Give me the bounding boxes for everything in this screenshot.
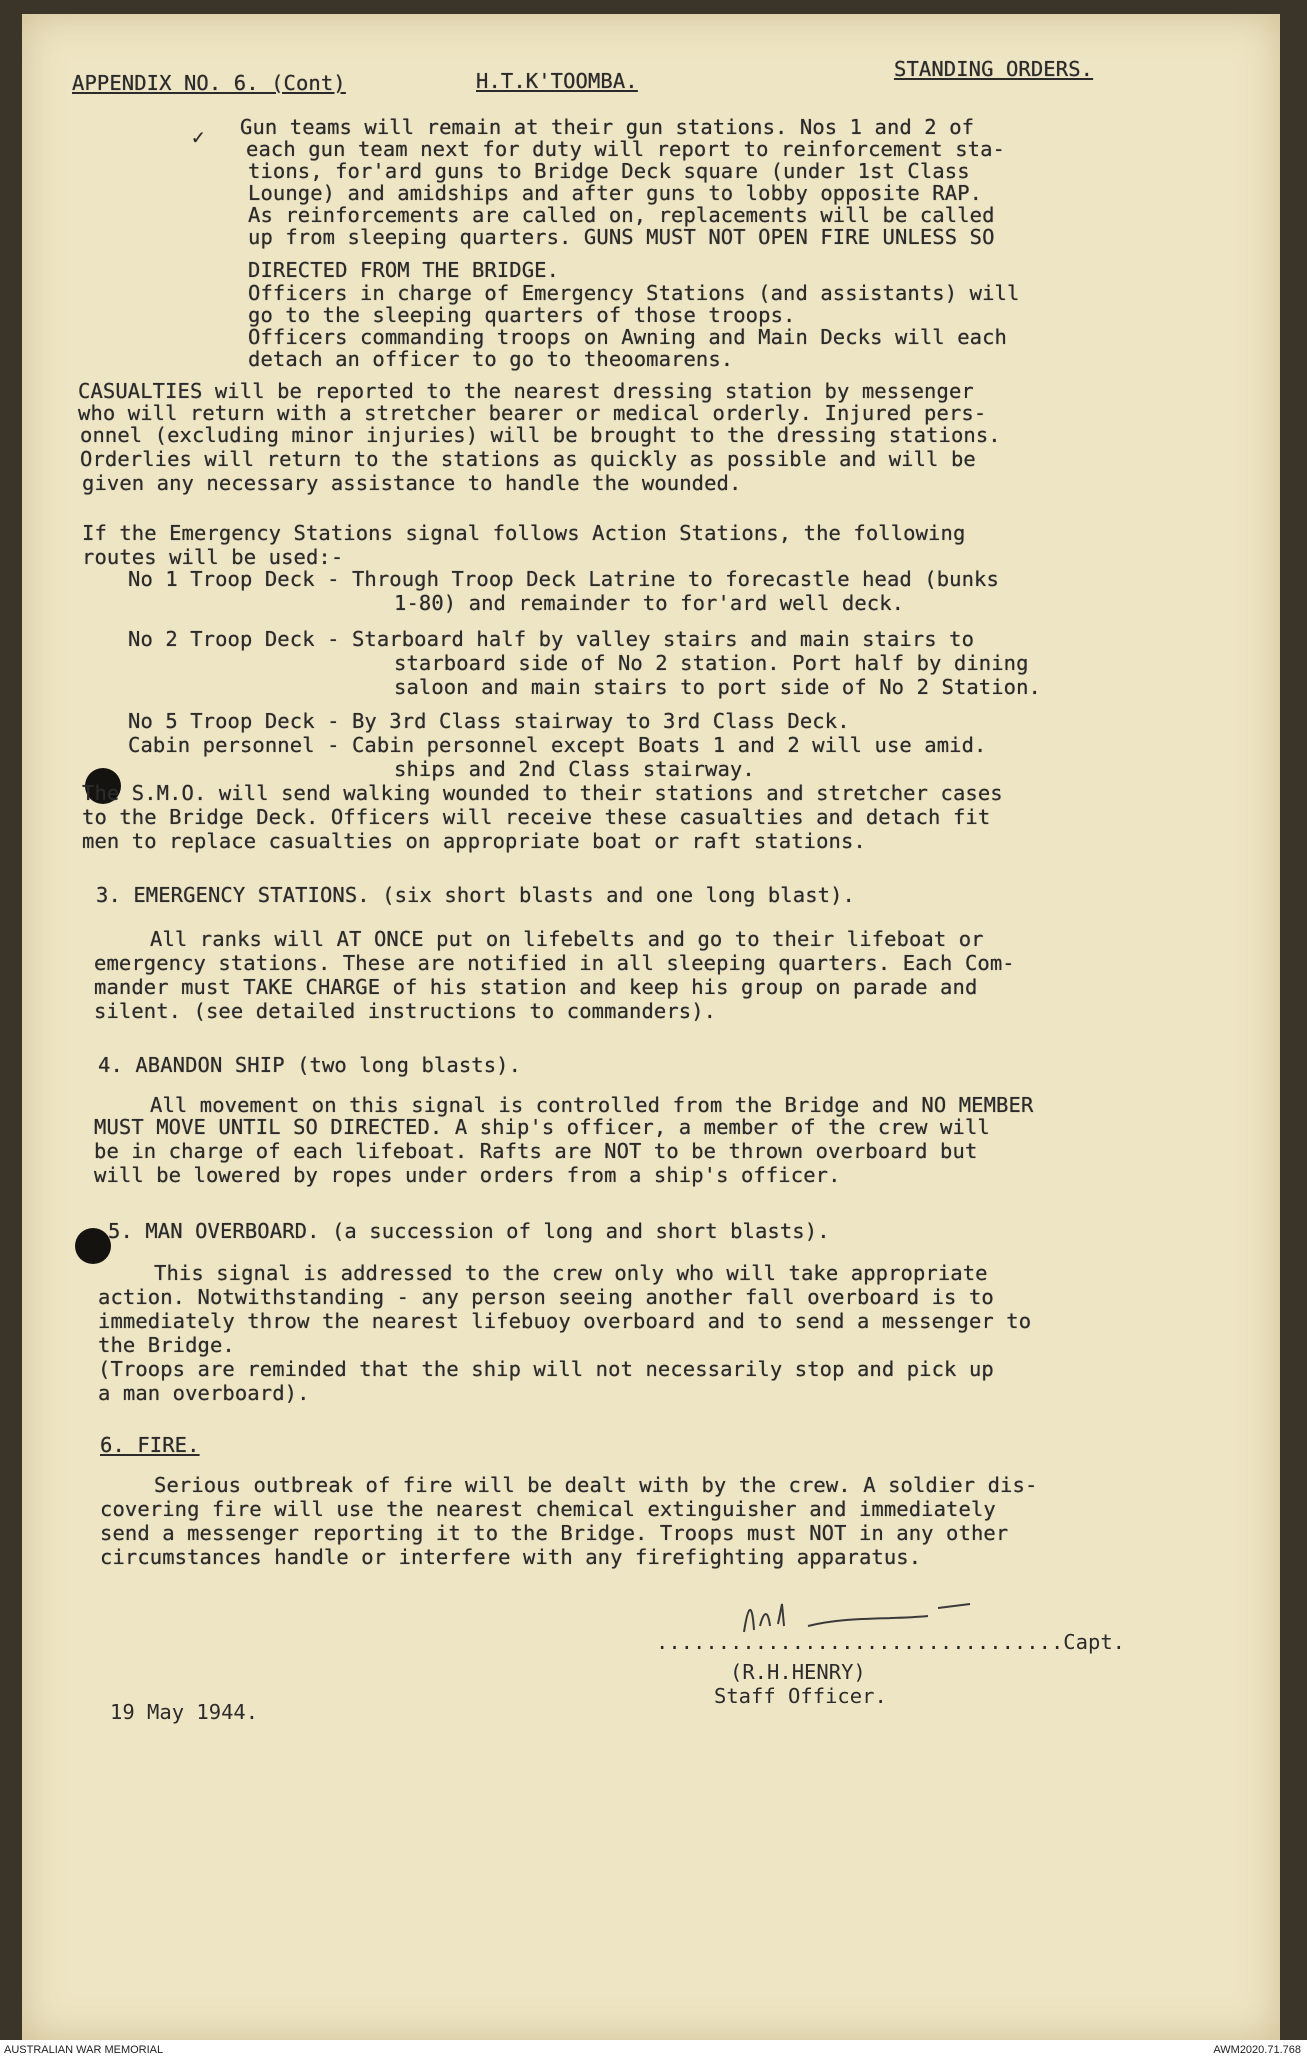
- text-line: circumstances handle or interfere with any firefighting apparatus.: [100, 1545, 922, 1569]
- text-line: the Bridge.: [98, 1333, 235, 1357]
- text-line: silent. (see detailed instructions to commanders).: [94, 999, 717, 1023]
- appendix-label: APPENDIX NO. 6. (Cont): [72, 71, 346, 95]
- text-line: starboard side of No 2 station. Port half by dining: [394, 651, 1029, 675]
- text-line: detach an officer to go to theoomarens.: [248, 347, 734, 371]
- text-line: Lounge) and amidships and after guns to lobby opposite RAP.: [248, 181, 983, 205]
- text-line: up from sleeping quarters. GUNS MUST NOT OPEN FIRE UNLESS SO: [248, 225, 995, 249]
- text-line: Orderlies will return to the stations as quickly as possible and will be: [80, 447, 976, 471]
- section-5-heading: 5. MAN OVERBOARD. (a succession of long and short blasts).: [108, 1219, 830, 1243]
- ship-name: H.T.K'TOOMBA.: [476, 69, 638, 93]
- text-line: DIRECTED FROM THE BRIDGE.: [248, 258, 560, 282]
- standing-orders-title: STANDING ORDERS.: [894, 57, 1094, 81]
- text-line: No 1 Troop Deck - Through Troop Deck Latrine to forecastle head (bunks: [128, 567, 999, 591]
- text-line: men to replace casualties on appropriate boat or raft stations.: [82, 829, 866, 853]
- text-line: Gun teams will remain at their gun stations. Nos 1 and 2 of: [240, 115, 975, 139]
- section-6-heading: 6. FIRE.: [100, 1433, 200, 1457]
- text-line: If the Emergency Stations signal follows Action Stations, the following: [82, 521, 966, 545]
- text-line: saloon and main stairs to port side of No 2 Station.: [394, 675, 1041, 699]
- text-line: go to the sleeping quarters of those troops.: [248, 303, 796, 327]
- text-line: mander must TAKE CHARGE of his station and keep his group on parade and: [94, 975, 978, 999]
- text-line: Serious outbreak of fire will be dealt with by the crew. A soldier dis-: [154, 1473, 1038, 1497]
- text-line: will be lowered by ropes under orders from a ship's officer.: [94, 1163, 841, 1187]
- section-4-heading: 4. ABANDON SHIP (two long blasts).: [98, 1053, 522, 1077]
- signatory-name: (R.H.HENRY): [730, 1660, 866, 1684]
- archive-footer: [0, 2040, 1307, 2061]
- text-line: The S.M.O. will send walking wounded to their stations and stretcher cases: [82, 781, 1003, 805]
- margin-mark: ✓: [192, 125, 205, 149]
- text-line: Officers commanding troops on Awning and Main Decks will each: [248, 325, 1007, 349]
- text-line: send a messenger reporting it to the Bridge. Troops must NOT in any other: [100, 1521, 1009, 1545]
- text-line: ships and 2nd Class stairway.: [394, 757, 755, 781]
- document-date: 19 May 1944.: [110, 1700, 259, 1724]
- text-line: All movement on this signal is controlled from the Bridge and NO MEMBER: [150, 1093, 1034, 1117]
- punch-hole-bottom: [75, 1228, 111, 1264]
- text-line: be in charge of each lifeboat. Rafts are NOT to be thrown overboard but: [94, 1139, 978, 1163]
- text-line: emergency stations. These are notified in all sleeping quarters. Each Com-: [94, 951, 1015, 975]
- text-line: No 5 Troop Deck - By 3rd Class stairway to 3rd Class Deck.: [128, 709, 850, 733]
- text-line: given any necessary assistance to handle the wounded.: [82, 471, 742, 495]
- text-line: immediately throw the nearest lifebuoy overboard and to send a messenger to: [98, 1309, 1032, 1333]
- section-3-heading: 3. EMERGENCY STATIONS. (six short blasts and one long blast).: [96, 883, 855, 907]
- text-line: As reinforcements are called on, replacements will be called: [248, 203, 995, 227]
- text-line: covering fire will use the nearest chemical extinguisher and immediately: [100, 1497, 996, 1521]
- text-line: routes will be used:-: [82, 545, 344, 569]
- text-line: to the Bridge Deck. Officers will receive these casualties and detach fit: [82, 805, 991, 829]
- text-line: onnel (excluding minor injuries) will be brought to the dressing stations.: [80, 423, 1001, 447]
- signature-line: .................................Capt.: [656, 1630, 1125, 1654]
- text-line: tions, for'ard guns to Bridge Deck square (under 1st Class: [248, 159, 970, 183]
- text-line: Cabin personnel - Cabin personnel except Boats 1 and 2 will use amid.: [128, 733, 987, 757]
- text-line: MUST MOVE UNTIL SO DIRECTED. A ship's officer, a member of the crew will: [94, 1115, 990, 1139]
- text-line: who will return with a stretcher bearer or medical orderly. Injured pers-: [78, 401, 987, 425]
- text-line: No 2 Troop Deck - Starboard half by valley stairs and main stairs to: [128, 627, 975, 651]
- signatory-title: Staff Officer.: [714, 1684, 887, 1708]
- text-line: All ranks will AT ONCE put on lifebelts and go to their lifeboat or: [150, 927, 984, 951]
- text-line: CASUALTIES will be reported to the nearest dressing station by messenger: [78, 379, 974, 403]
- text-line: 1-80) and remainder to for'ard well deck.: [394, 591, 905, 615]
- text-line: each gun team next for duty will report to reinforcement sta-: [246, 137, 1005, 161]
- footer-institution: AUSTRALIAN WAR MEMORIAL: [4, 2044, 164, 2056]
- text-line: Officers in charge of Emergency Stations (and assistants) will: [248, 281, 1020, 305]
- text-line: (Troops are reminded that the ship will not necessarily stop and pick up: [98, 1357, 994, 1381]
- text-line: This signal is addressed to the crew only who will take appropriate: [154, 1261, 988, 1285]
- text-line: a man overboard).: [98, 1381, 310, 1405]
- footer-reference: AWM2020.71.768: [1213, 2044, 1301, 2056]
- text-line: action. Notwithstanding - any person seeing another fall overboard is to: [98, 1285, 994, 1309]
